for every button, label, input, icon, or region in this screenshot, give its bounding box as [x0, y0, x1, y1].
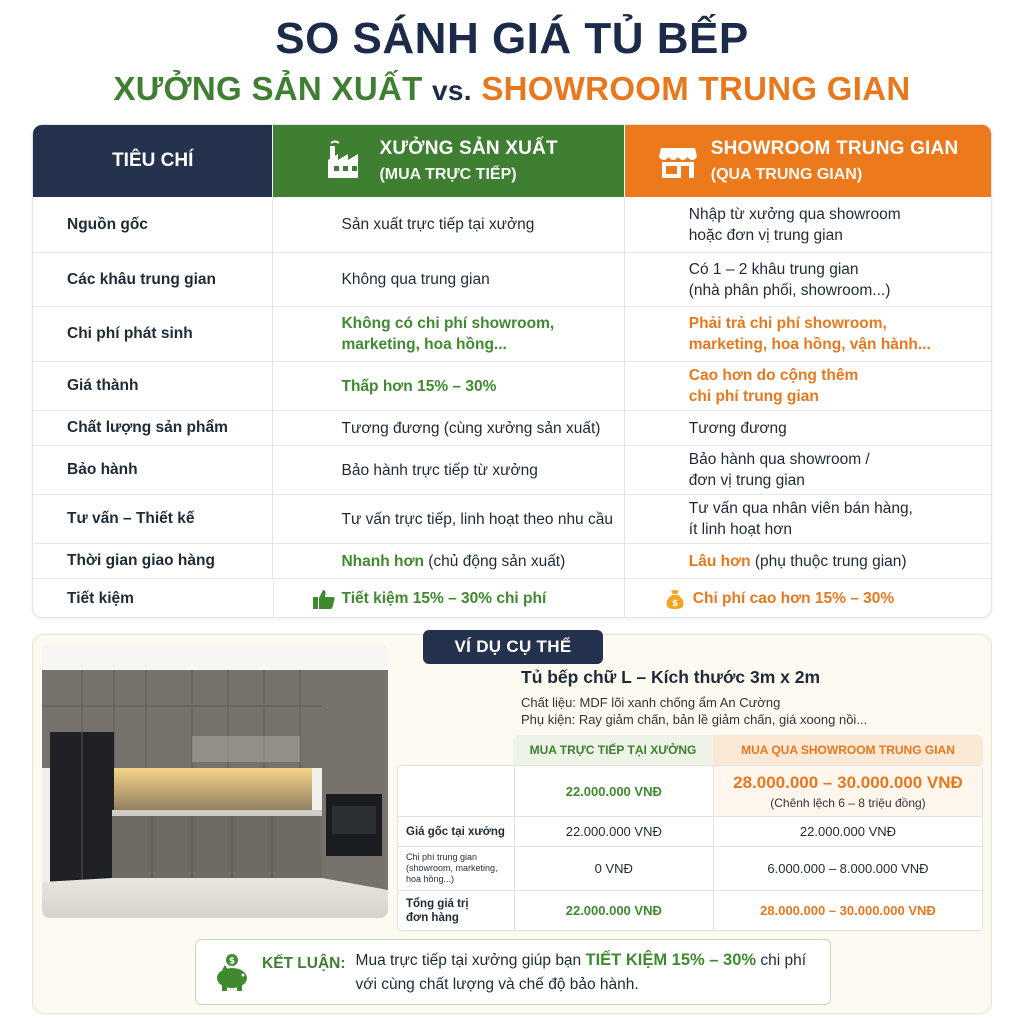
row-showroom	[624, 544, 991, 578]
conclusion-line2: với cùng chất lượng và chế độ bảo hành.	[355, 975, 639, 993]
row-label: Tổng giá trị đơn hàng	[406, 897, 469, 924]
difference-note: (Chênh lệch 6 – 8 triệu đồng)	[770, 795, 926, 810]
row-factory: Tư vấn trực tiếp, linh hoạt theo nhu cầu	[272, 495, 623, 543]
table-row	[33, 410, 991, 445]
row-showroom: Tương đương	[624, 411, 991, 445]
row-showroom: 22.000.000 VNĐ	[713, 817, 982, 846]
table-row	[33, 252, 991, 306]
row-factory: Tương đương (cùng xưởng sản xuất)	[272, 411, 623, 445]
svg-text:$: $	[228, 956, 236, 967]
comparison-header	[33, 125, 991, 197]
page-title: SO SÁNH GIÁ TỦ BẾP	[275, 14, 749, 63]
row-showroom: Cao hơn do cộng thêm chi phí trung gian	[624, 362, 991, 410]
row-factory: Không có chi phí showroom, marketing, hoa hồng...	[272, 307, 623, 361]
row-factory: Sản xuất trực tiếp tại xưởng	[272, 197, 623, 252]
thumbs-up-icon	[312, 588, 336, 610]
price-table	[397, 735, 983, 931]
table-row	[398, 766, 982, 816]
table-row	[398, 890, 982, 930]
row-showroom: 28.000.000 – 30.000.000 VNĐ	[713, 891, 982, 930]
conclusion-box	[195, 939, 831, 1005]
example-material: Chất liệu: MDF lõi xanh chống ẩm An Cường	[521, 695, 781, 710]
price-table-body	[397, 765, 983, 931]
table-row	[33, 445, 991, 494]
table-row	[398, 846, 982, 890]
row-factory: Thấp hơn 15% – 30%	[272, 362, 623, 410]
conclusion-text	[356, 948, 807, 997]
conclusion-text-before: Mua trực tiếp tại xưởng giúp bạn	[355, 951, 586, 969]
subtitle-showroom: SHOWROOM TRUNG GIAN	[481, 70, 911, 107]
comparison-table	[32, 124, 992, 618]
table-row	[33, 494, 991, 543]
delivery-slow-note: (phụ thuộc trung gian)	[750, 552, 907, 570]
table-row	[33, 543, 991, 578]
total-showroom-cell	[713, 766, 982, 816]
row-showroom: Tư vấn qua nhân viên bán hàng, ít linh hoạt hơn	[624, 495, 991, 543]
row-factory: Không qua trung gian	[272, 253, 623, 306]
conclusion-label: KẾT LUẬN:	[262, 955, 346, 972]
conclusion-text-after: chi phí	[756, 951, 807, 969]
header-showroom-buy: MUA QUA SHOWROOM TRUNG GIAN	[713, 735, 983, 765]
factory-icon	[325, 140, 367, 182]
comparison-body	[33, 197, 991, 618]
row-criteria: Tiết kiệm	[67, 589, 134, 607]
row-factory	[272, 544, 623, 578]
header-direct: MUA TRỰC TIẾP TẠI XƯỞNG	[513, 735, 713, 765]
row-label	[398, 766, 514, 816]
total-showroom: 28.000.000 – 30.000.000 VNĐ	[733, 772, 963, 792]
row-factory: Bảo hành trực tiếp từ xưởng	[272, 446, 623, 494]
row-showroom: Phải trả chi phí showroom, marketing, hoa hồng, vận hành...	[624, 307, 991, 361]
row-showroom: 6.000.000 – 8.000.000 VNĐ	[713, 847, 982, 890]
row-factory	[273, 579, 624, 618]
delivery-slow: Lâu hơn	[688, 552, 751, 570]
header-showroom-line2: (QUA TRUNG GIAN)	[710, 166, 863, 183]
header-criteria: TIÊU CHÍ	[33, 125, 272, 197]
row-criteria: Tư vấn – Thiết kế	[67, 510, 195, 527]
row-criteria: Nguồn gốc	[67, 215, 148, 233]
row-label: Chi phí trung gian (showroom, marketing, hoa hồng...)	[406, 852, 498, 884]
header-factory-line2: (MUA TRỰC TIẾP)	[379, 166, 517, 183]
row-direct: 22.000.000 VNĐ	[514, 891, 713, 930]
row-criteria: Giá thành	[67, 377, 139, 394]
row-showroom	[624, 579, 991, 618]
kitchen-photo	[42, 644, 388, 918]
saving-text: Tiết kiệm 15% – 30% chi phí	[341, 590, 547, 607]
svg-text:$: $	[671, 598, 678, 609]
subtitle-factory: XƯỞNG SẢN XUẤT	[113, 70, 423, 107]
extra-cost-text: Chi phí cao hơn 15% – 30%	[692, 590, 895, 607]
table-row	[33, 578, 991, 618]
header-factory-line1: XƯỞNG SẢN XUẤT	[379, 138, 558, 159]
money-bag-icon	[663, 588, 687, 610]
table-row	[33, 361, 991, 410]
example-accessories: Phụ kiện: Ray giảm chấn, bản lề giảm chấn, giá xoong nồi...	[521, 712, 868, 727]
piggy-bank-icon	[212, 952, 252, 992]
row-criteria: Chất lượng sản phẩm	[67, 419, 228, 436]
store-icon	[657, 140, 699, 182]
conclusion-highlight: TIẾT KIỆM 15% – 30%	[585, 950, 757, 969]
total-direct: 22.000.000 VNĐ	[514, 766, 713, 816]
row-showroom: Bảo hành qua showroom / đơn vị trung gian	[624, 446, 991, 494]
example-panel	[32, 634, 992, 1014]
row-criteria: Chi phí phát sinh	[67, 325, 193, 342]
row-criteria: Các khâu trung gian	[67, 270, 216, 288]
row-direct: 0 VNĐ	[514, 847, 713, 890]
row-showroom: Nhập từ xưởng qua showroom hoặc đơn vị trung gian	[624, 197, 991, 252]
price-table-header	[513, 735, 983, 765]
header-factory	[272, 125, 623, 197]
table-row	[33, 197, 991, 252]
example-tag: VÍ DỤ CỤ THỂ	[423, 630, 603, 664]
delivery-fast-note: (chủ động sản xuất)	[423, 552, 566, 570]
row-criteria: Bảo hành	[67, 461, 138, 478]
row-criteria: Thời gian giao hàng	[67, 552, 215, 569]
header-showroom	[624, 125, 991, 197]
header-showroom-line1: SHOWROOM TRUNG GIAN	[710, 138, 959, 159]
subtitle-vs: vs.	[432, 75, 472, 106]
page-subtitle	[0, 70, 1024, 108]
row-showroom: Có 1 – 2 khâu trung gian (nhà phân phối, showroom...)	[624, 253, 991, 306]
example-title: Tủ bếp chữ L – Kích thước 3m x 2m	[521, 667, 821, 687]
table-row	[33, 306, 991, 361]
delivery-fast: Nhanh hơn	[341, 552, 424, 570]
row-label: Giá gốc tại xưởng	[406, 825, 505, 838]
table-row	[398, 816, 982, 846]
row-direct: 22.000.000 VNĐ	[514, 817, 713, 846]
